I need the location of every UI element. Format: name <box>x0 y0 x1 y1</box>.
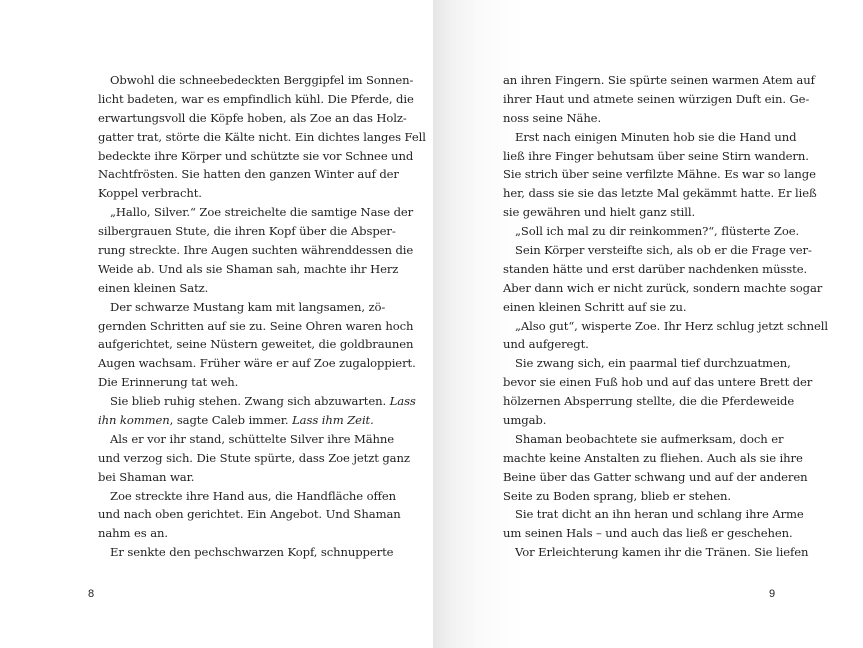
text-line: ließ ihre Finger behutsam über seine Stirn wandern. <box>503 148 809 163</box>
text-line: Weide ab. Und als sie Shaman sah, machte ihr Herz <box>98 261 399 276</box>
text-line: ihn kommen, sagte Caleb immer. Lass ihm Zeit. <box>98 413 374 428</box>
text-line: gatter trat, störte die Kälte nicht. Ein dichtes langes Fell <box>98 129 426 144</box>
text-line: Seite zu Boden sprang, blieb er stehen. <box>503 488 731 503</box>
text-line: „Hallo, Silver.“ Zoe streichelte die samtige Nase der <box>110 205 414 220</box>
text-line: Sie trat dicht an ihn heran und schlang ihre Arme <box>515 507 804 522</box>
text-line: „Soll ich mal zu dir reinkommen?“, flüsterte Zoe. <box>515 224 800 239</box>
right-page <box>433 0 863 648</box>
text-line: licht badeten, war es empfindlich kühl. Die Pferde, die <box>98 91 414 106</box>
text-line: Obwohl die schneebedeckten Berggipfel im Sonnen- <box>110 73 414 87</box>
text-line: „Also gut“, wisperte Zoe. Ihr Herz schlug jetzt schnell <box>515 318 828 333</box>
right-page-text <box>503 71 828 562</box>
text-line: Er senkte den pechschwarzen Kopf, schnupperte <box>110 545 394 560</box>
text-line: silbergrauen Stute, die ihren Kopf über die Absper- <box>98 224 396 239</box>
text-line: Vor Erleichterung kamen ihr die Tränen. Sie liefen <box>515 545 809 560</box>
text-line: aufgerichtet, seine Nüstern geweitet, die goldbraunen <box>98 337 414 352</box>
text-line: standen hätte und erst darüber nachdenken müsste. <box>503 261 808 276</box>
text-line: Die Erinnerung tat weh. <box>98 375 239 390</box>
text-line: und aufgeregt. <box>503 337 589 352</box>
text-line: Als er vor ihr stand, schüttelte Silver ihre Mähne <box>110 431 395 446</box>
text-line: Augen wachsam. Früher wäre er auf Zoe zugaloppiert. <box>98 356 416 371</box>
text-line: sie gewähren und hielt ganz still. <box>503 205 696 220</box>
right-page-number: 9 <box>769 588 776 600</box>
text-line: bevor sie einen Fuß hob und auf das untere Brett der <box>503 375 813 390</box>
text-line: Der schwarze Mustang kam mit langsamen, zö- <box>110 299 386 314</box>
left-page-text <box>98 71 426 562</box>
text-line: um seinen Hals – und auch das ließ er geschehen. <box>503 526 793 541</box>
text-line: einen kleinen Schritt auf sie zu. <box>503 299 687 314</box>
text-line: Erst nach einigen Minuten hob sie die Hand und <box>515 129 797 144</box>
text-line: Beine über das Gatter schwang und auf der anderen <box>503 469 808 484</box>
text-line: ihrer Haut und atmete seinen würzigen Duft ein. Ge- <box>503 91 810 106</box>
text-line: Sie blieb ruhig stehen. Zwang sich abzuwarten. Lass <box>110 394 416 409</box>
left-page-number: 8 <box>88 588 95 600</box>
text-line: Koppel verbracht. <box>98 186 202 201</box>
text-line: her, dass sie sie das letzte Mal gekämmt hatte. Er ließ <box>503 186 817 201</box>
text-line: Sie strich über seine verfilzte Mähne. Es war so lange <box>503 167 816 182</box>
text-line: nahm es an. <box>98 526 168 541</box>
text-line: und verzog sich. Die Stute spürte, dass Zoe jetzt ganz <box>98 450 410 465</box>
text-line: Zoe streckte ihre Hand aus, die Handfläche offen <box>110 488 396 503</box>
text-line: Shaman beobachtete sie aufmerksam, doch er <box>515 431 784 446</box>
text-line: bedeckte ihre Körper und schützte sie vor Schnee und <box>98 148 414 163</box>
text-line: umgab. <box>503 413 547 428</box>
text-line: und nach oben gerichtet. Ein Angebot. Und Shaman <box>98 507 401 522</box>
text-line: gernden Schritten auf sie zu. Seine Ohren waren hoch <box>98 318 414 333</box>
text-line: Sein Körper versteifte sich, als ob er die Frage ver- <box>515 243 812 258</box>
text-line: einen kleinen Satz. <box>98 280 209 295</box>
text-line: rung streckte. Ihre Augen suchten währenddessen die <box>98 243 414 258</box>
text-line: Aber dann wich er nicht zurück, sondern machte sogar <box>503 280 823 295</box>
text-line: Sie zwang sich, ein paarmal tief durchzuatmen, <box>515 356 791 371</box>
text-line: Nachtfrösten. Sie hatten den ganzen Winter auf der <box>98 167 399 182</box>
text-line: erwartungsvoll die Köpfe hoben, als Zoe an das Holz- <box>98 110 407 125</box>
text-line: machte keine Anstalten zu fliehen. Auch als sie ihre <box>503 450 803 465</box>
text-line: noss seine Nähe. <box>503 110 602 125</box>
text-line: an ihren Fingern. Sie spürte seinen warmen Atem auf <box>503 73 815 87</box>
text-line: bei Shaman war. <box>98 469 195 484</box>
text-line: hölzernen Absperrung stellte, die die Pferdeweide <box>503 394 795 409</box>
